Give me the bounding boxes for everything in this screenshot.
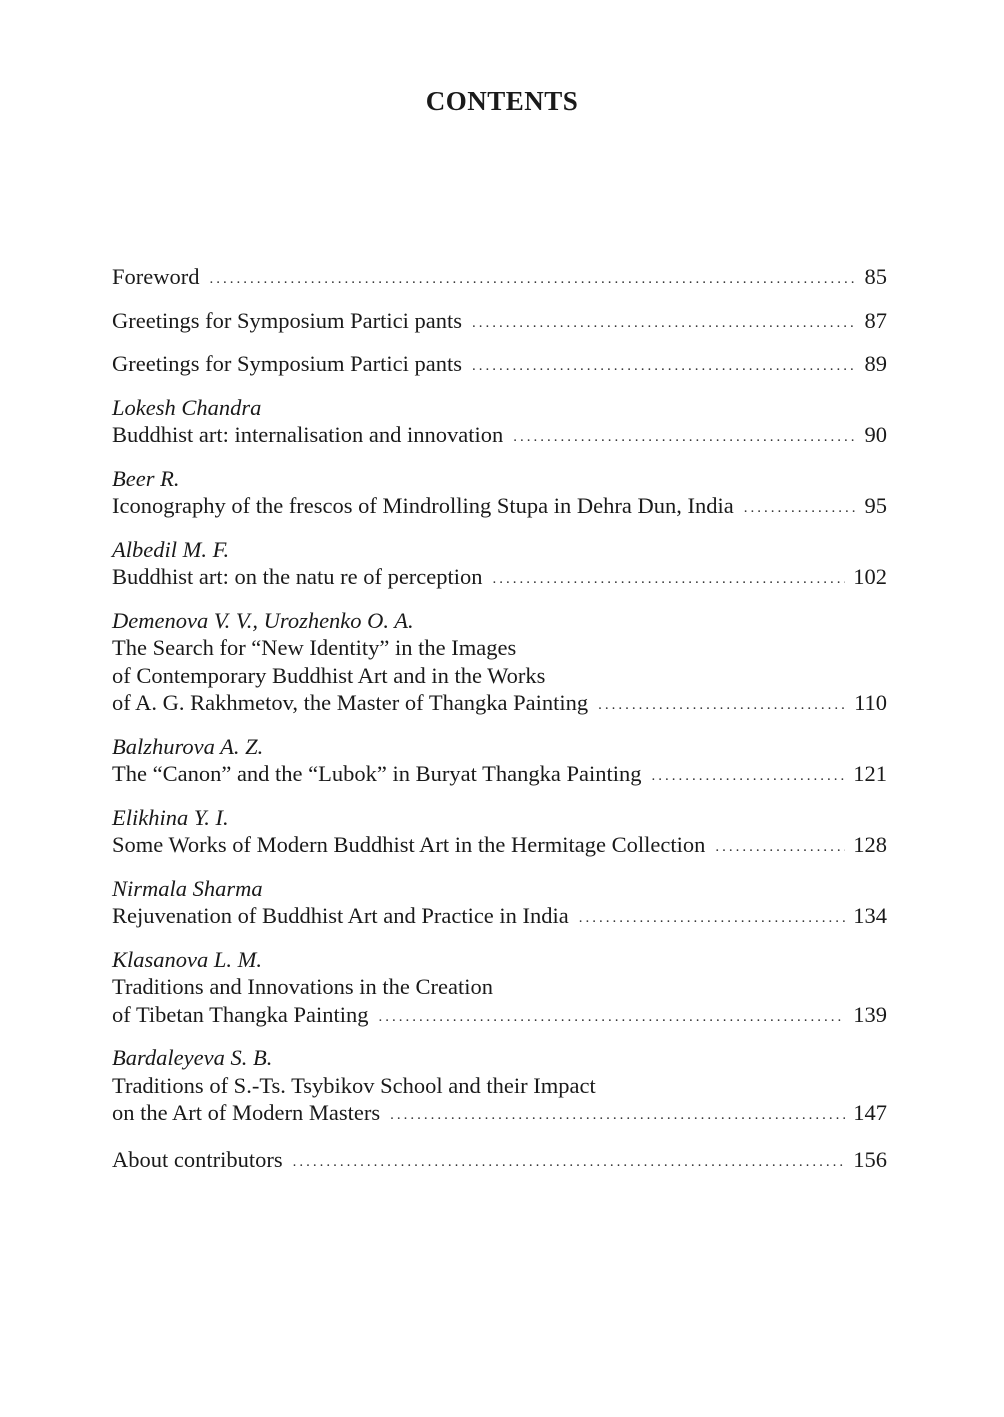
entry-title: Greetings for Symposium Partici pants xyxy=(112,307,462,333)
entry-author: Nirmala Sharma xyxy=(112,875,263,901)
dot-leader xyxy=(651,763,845,791)
entry-title: Rejuvenation of Buddhist Art and Practice in India xyxy=(112,903,569,928)
dot-leader xyxy=(598,692,846,720)
entry-title: Buddhist art: internalisation and innovation xyxy=(112,422,504,447)
page-number: 89 xyxy=(864,351,887,376)
entry-title: Iconography of the frescos of Mindrolling Stupa in Dehra Dun, India xyxy=(112,493,734,518)
dot-leader xyxy=(390,1102,845,1130)
entry-title: Some Works of Modern Buddhist Art in the Hermitage Collection xyxy=(112,832,706,857)
page-number: 139 xyxy=(853,1001,887,1027)
entry-title-row xyxy=(112,492,887,524)
entry-title-row xyxy=(112,689,887,721)
entry-title-row xyxy=(112,1146,887,1178)
entry-title-row xyxy=(112,307,887,339)
toc-entry[interactable] xyxy=(112,875,887,934)
entry-title-row xyxy=(112,1099,887,1131)
toc-entry[interactable] xyxy=(112,263,887,295)
entry-title-line: The Search for “New Identity” in the Images xyxy=(112,635,517,660)
toc-entry[interactable] xyxy=(112,350,887,382)
page-number: 95 xyxy=(864,493,887,518)
dot-leader xyxy=(493,566,846,594)
entry-author: Demenova V. V., Urozhenko O. A. xyxy=(112,607,414,633)
entry-title-row xyxy=(112,831,887,863)
entry-title: of Tibetan Thangka Painting xyxy=(112,1001,369,1027)
toc-entry[interactable] xyxy=(112,733,887,792)
toc-entry[interactable] xyxy=(112,536,887,595)
toc-entry[interactable] xyxy=(112,1146,887,1178)
entry-title-line: Traditions and Innovations in the Creation xyxy=(112,974,494,999)
page-number: 128 xyxy=(853,832,887,857)
entry-title: Greetings for Symposium Partici pants xyxy=(112,351,462,376)
toc-entry[interactable] xyxy=(112,465,887,524)
toc-entry[interactable] xyxy=(112,804,887,863)
page-number: 85 xyxy=(864,264,887,289)
dot-leader xyxy=(715,834,845,862)
entry-title-row xyxy=(112,421,887,453)
dot-leader xyxy=(579,905,845,933)
toc-entry[interactable] xyxy=(112,607,887,721)
entry-title-row xyxy=(112,563,887,595)
entry-title: Foreword xyxy=(112,264,200,289)
entry-title-line: Traditions of S.-Ts. Tsybikov School and their Impact xyxy=(112,1072,596,1098)
entry-author: Lokesh Chandra xyxy=(112,394,262,420)
page-number: 147 xyxy=(853,1100,887,1125)
page-number: 110 xyxy=(854,690,887,715)
toc-entry[interactable] xyxy=(112,1044,887,1131)
dot-leader xyxy=(472,353,857,381)
page-number: 121 xyxy=(853,761,887,786)
page-number: 90 xyxy=(864,422,887,447)
page-number: 102 xyxy=(853,564,887,589)
entry-title: on the Art of Modern Masters xyxy=(112,1100,381,1125)
dot-leader xyxy=(209,266,856,294)
entry-author: Beer R. xyxy=(112,465,180,491)
entry-author: Balzhurova A. Z. xyxy=(112,733,264,759)
entry-title: The “Canon” and the “Lubok” in Buryat Thangka Painting xyxy=(112,761,642,786)
dot-leader xyxy=(293,1149,846,1177)
dot-leader xyxy=(744,495,857,523)
dot-leader xyxy=(378,1004,845,1032)
entry-title: About contributors xyxy=(112,1146,283,1172)
entry-title: of A. G. Rakhmetov, the Master of Thangka Painting xyxy=(112,690,589,715)
toc-entry[interactable] xyxy=(112,946,887,1033)
table-of-contents xyxy=(112,251,887,1177)
entry-title-row xyxy=(112,760,887,792)
page-number: 87 xyxy=(864,307,887,333)
entry-title: Buddhist art: on the natu re of perception xyxy=(112,564,483,589)
toc-entry[interactable] xyxy=(112,394,887,453)
entry-title-row xyxy=(112,263,887,295)
entry-author: Elikhina Y. I. xyxy=(112,804,229,830)
toc-entry[interactable] xyxy=(112,307,887,339)
entry-author: Albedil M. F. xyxy=(112,536,230,562)
page-title: CONTENTS xyxy=(425,86,579,116)
entry-title-row xyxy=(112,350,887,382)
entry-title-row xyxy=(112,902,887,934)
entry-title-row xyxy=(112,1001,887,1033)
page-number: 134 xyxy=(853,903,887,928)
dot-leader xyxy=(513,424,856,452)
entry-author: Bardaleyeva S. B. xyxy=(112,1045,273,1070)
entry-title-line: of Contemporary Buddhist Art and in the Works xyxy=(112,662,546,688)
entry-author: Klasanova L. M. xyxy=(112,946,263,972)
page-number: 156 xyxy=(853,1146,887,1172)
dot-leader xyxy=(472,310,857,338)
